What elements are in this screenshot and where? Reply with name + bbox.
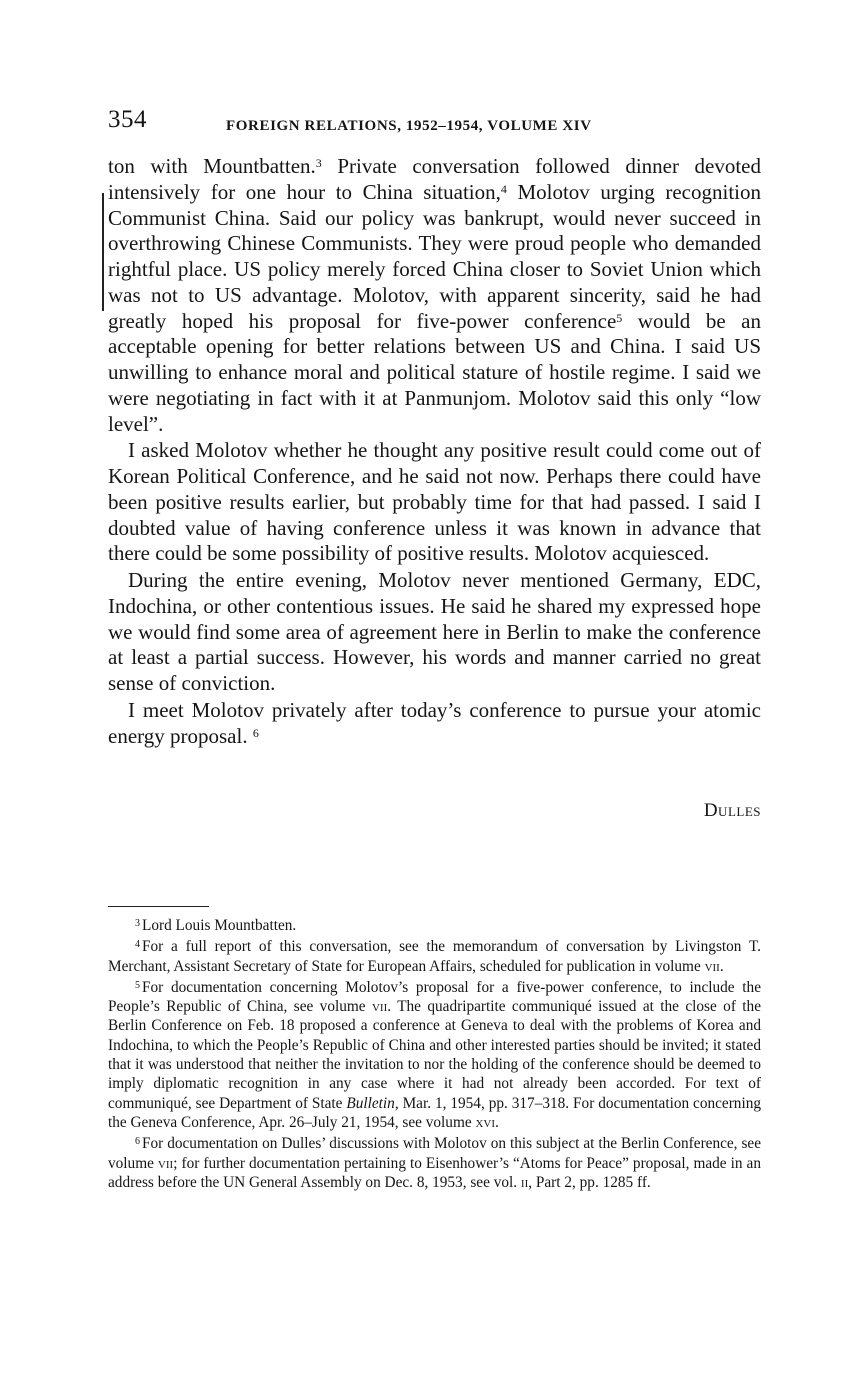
footnote-3 (108, 916, 761, 935)
footnote-6 (108, 1134, 761, 1192)
footnote-5-text-b: . The quadripartite communiqué issued at the close of the Berlin Conference on Feb. 18 proposed a conference at Geneva to deal with the problems of Korea and Indochina, to which the People’s Republic of China and other interested parties should be invited; it stated that it was understood that neither the invitation to nor the holding of the conference should be deemed to imply diplomatic recognition in any case where it had not already been accorded. For text of communiqué, see Department of State (108, 998, 761, 1112)
body-paragraph-1 (108, 154, 761, 437)
footnote-5-volume-1: vii (371, 998, 388, 1016)
footnote-4-text: For a full report of this conversation, see the memorandum of conversation by Livingston T. Merchant, Assistant Secretary of State for European Affairs, scheduled for publication in volume (108, 938, 761, 975)
footnote-5-volume-2: xvi (475, 1113, 496, 1131)
footnote-ref-5: 5 (616, 310, 623, 325)
footnote-4 (108, 937, 761, 976)
running-head: FOREIGN RELATIONS, 1952–1954, VOLUME XIV (226, 118, 592, 134)
p1-text-a: ton with Mountbatten. (108, 154, 316, 178)
document-body (108, 154, 761, 750)
footnote-5-bulletin: Bulletin, (346, 1094, 399, 1112)
footnote-5-text-c: Mar. 1, 1954, pp. 317–318. For documentation concerning the Geneva Conference, Apr. 26–July 21, 1954, see volume (108, 1094, 761, 1131)
footnote-3-text: Lord Louis Mountbatten. (142, 917, 297, 934)
p1-text-d: would be an acceptable opening for better relations between US and China. I said US unwilling to enhance moral and political stature of hostile regime. I said we were negotiating in fact with it at Panmunjom. Molotov said this only “low level”. (108, 308, 761, 436)
footnote-6-text-a: For documentation on Dulles’ discussions with Molotov on this subject at the Berlin Conference, see volume (108, 1135, 761, 1172)
footnote-6-number: 6 (135, 1136, 140, 1148)
body-paragraph-3: During the entire evening, Molotov never mentioned Germany, EDC, Indochina, or other contentious issues. He said he shared my expressed hope we would find some area of agreement here in Berlin to make the conference at least a partial success. However, his words and manner carried no great sense of conviction. (108, 568, 761, 695)
footnote-6-text-c: , Part 2, pp. 1285 ff. (528, 1173, 651, 1191)
footnote-4-end: . (719, 957, 724, 975)
body-paragraph-2: I asked Molotov whether he thought any positive result could come out of Korean Political Conference, and he said not now. Perhaps there could have been positive results earlier, but probably time for that had passed. I said I doubted value of having conference unless it was known in advance that there could be some possibility of positive results. Molotov acquiesced. (108, 438, 761, 566)
footnote-5-text-a: For documentation concerning Molotov’s proposal for a five-power conference, to include the People’s Republic of China, see volume (108, 978, 761, 1016)
footnotes (108, 916, 761, 1194)
footnote-ref-3: 3 (315, 156, 322, 170)
footnote-6-volume-1: vii (157, 1154, 174, 1172)
footnote-5-end: . (495, 1113, 499, 1131)
p4-text: I meet Molotov privately after today’s conference to pursue your atomic energy proposal. (108, 697, 761, 748)
body-paragraph-4 (108, 698, 761, 750)
footnote-3-number: 3 (135, 918, 140, 929)
footnote-separator (108, 906, 209, 907)
margin-marker-line (102, 193, 104, 311)
footnote-5 (108, 978, 761, 1132)
footnote-5-number: 5 (135, 979, 140, 991)
footnote-4-number: 4 (135, 939, 140, 951)
p1-text-b: Private conversation followed dinner devoted intensively for one hour to China situation, (108, 154, 761, 204)
page-number: 354 (108, 106, 147, 133)
footnote-6-text-b: ; for further documentation pertaining to Eisenhower’s “Atoms for Peace” proposal, made in an address before the UN General Assembly on Dec. 8, 1953, see vol. (108, 1154, 761, 1191)
footnote-ref-4: 4 (500, 181, 507, 196)
signature: Dulles (703, 800, 761, 821)
footnote-4-volume: vii (704, 957, 720, 975)
footnote-ref-6: 6 (252, 725, 259, 740)
footnote-6-volume-2: ii (520, 1173, 529, 1191)
p1-text-c: Molotov urging recognition Communist China. Said our policy was bankrupt, would never succeed in overthrowing Chinese Communists. They were proud people who demanded rightful place. US policy merely forced China closer to Soviet Union which was not to US advantage. Molotov, with apparent sincerity, said he had greatly hoped his proposal for five-power conference (108, 179, 761, 333)
